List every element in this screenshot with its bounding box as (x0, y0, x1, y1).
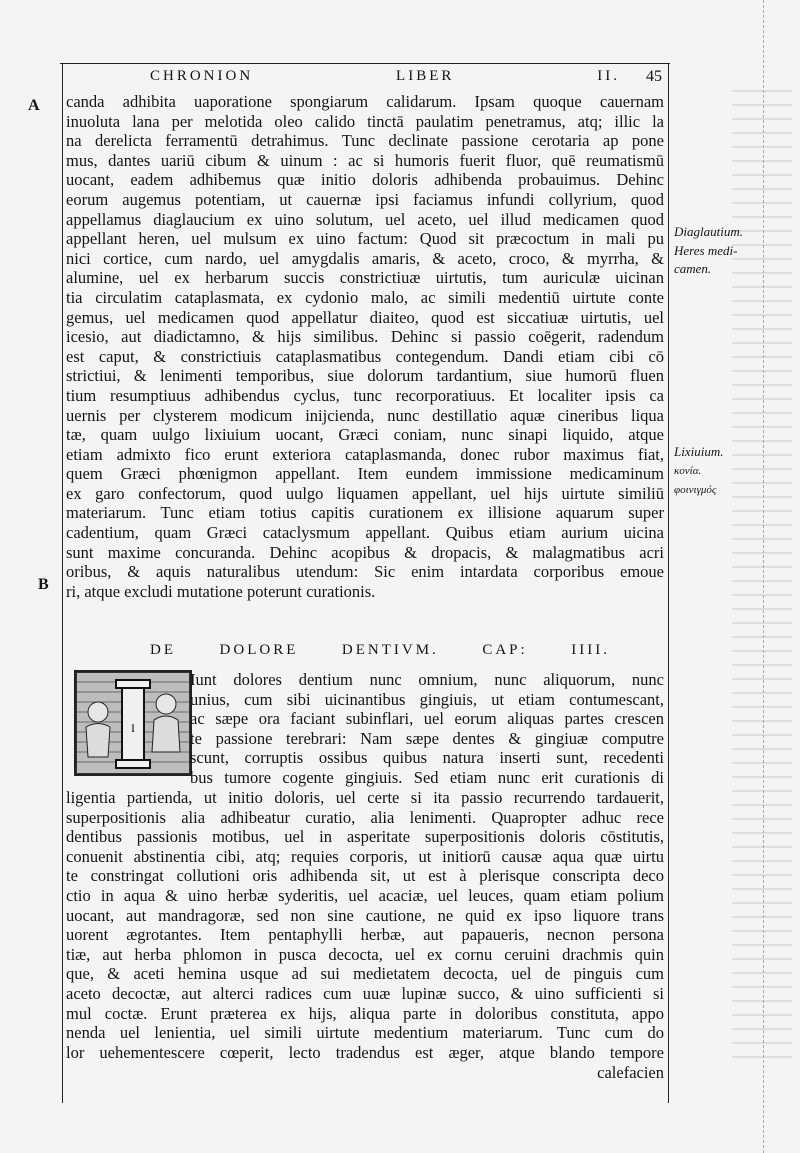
catchword-line (62, 1063, 668, 1083)
text-line: appellant heren, uel mulsum ex uino factum: Quod sit præcoctum in mali pu (66, 229, 664, 249)
margin-note-phoinigmos: φοινιγμός (674, 484, 717, 496)
text-line: canda adhibita uaporatione spongiarum calidarum. Ipsam quoque cauernam (66, 92, 664, 111)
section-1-text (62, 92, 668, 601)
top-rule (60, 63, 670, 64)
text-line: quem Græci phœnigmon appellant. Item eundem immissione medicaminum (66, 464, 664, 484)
text-line: nici cortice, cum nardo, uel amygdalis amaris, & aceto, croco, & myrrha, & (66, 248, 664, 268)
page-edge (763, 0, 764, 1153)
text-line: ctio in aqua & uino herbæ syderitis, uel acaciæ, uel leuces, quam etiam polium (66, 885, 664, 905)
text-line: conuenit abstinentia cibi, atq; requies corporis, ut initiorū causæ aqua quæ uirtu (66, 846, 664, 866)
margin-note-diaglautium: Diaglautium. (674, 224, 743, 239)
text-line: unius, cum sibi uicinantibus gingiuis, ut etiam contumescant, (190, 689, 664, 709)
text-line: tiæ, aut herba phlomon in pusca decocta, uel ex cornu ceruini drachmis quin (66, 944, 664, 964)
header-word: II. (597, 68, 620, 84)
chapter-word: DE (150, 642, 176, 658)
text-line: sunt maxime concuranda. Dehinc acopibus & dropacis, & malagmatibus acri (66, 542, 664, 562)
section-2-text (62, 788, 668, 1062)
text-line: tia circulatim cataplasmata, ex cydonio malo, ac simili medentiū uirtute conte (66, 287, 664, 307)
chapter-word: IIII. (571, 642, 610, 658)
header-word: LIBER (396, 68, 455, 84)
section-2-indented-text (62, 670, 668, 788)
header-word: CHRONION (150, 68, 254, 84)
text-line: ex garo confectorum, quod uulgo liquamen appellant, uel hijs uirtute similiū (66, 483, 664, 503)
text-line: mul coctæ. Erunt præterea ex hijs, aliqua parte in doloribus constituta, appo (66, 1003, 664, 1023)
text-line: que, & aceti hemina usque ad sui medietatem decocta, uel de pinguis cum (66, 964, 664, 984)
text-line: aceto decoctæ, aut alterci radices cum uuæ lupinæ succo, & uino sufficienti si (66, 983, 664, 1003)
text-line: tæ, quam uulgo lixiuium uocant, Græci coniam, nunc sinapi liquido, atque (66, 425, 664, 445)
catchword: calefacien (597, 1063, 664, 1082)
text-line: bus tumore cogente gingiuis. Sed etiam nunc erit curationis di (190, 767, 664, 787)
text-line: uocant, aut mandragoræ, sed non sine cautione, ne quid ex ipso liquore trans (66, 905, 664, 925)
running-header (150, 68, 620, 85)
chapter-heading (150, 642, 610, 659)
page-number: 45 (646, 68, 662, 85)
text-line: inuoluta lana per melotida oleo calido tinctā paulatim penetramus, atq; illic la (66, 111, 664, 131)
margin-note-heres: Heres medi- (674, 243, 738, 258)
text-line: te constringat collutioni oris adhibenda sit, ut est à plerisque conscripta deco (66, 866, 664, 886)
text-line: ri, atque excludi mutatione poterunt curationis. (66, 581, 376, 601)
text-line: materiarum. Tunc etiam totius capitis curationem ex illisione aquarum super (66, 503, 664, 523)
margin-note-camen: camen. (674, 261, 712, 276)
chapter-word: DENTIVM. (341, 642, 439, 658)
text-line: nenda uel lenientia, uel simili uirtute medentium materiarum. Tunc cum do (66, 1023, 664, 1043)
text-line: tium resumptiuus adhibendus cyclus, tunc recorporatiuus. Et localiter ipsis ca (66, 385, 664, 405)
text-line: scunt, corruptis ossibus quibus natura inserti sunt, recedenti (190, 748, 664, 768)
text-line: eorum augemus potentiam, ut cauernæ ipsi faciamus infundi collyrium, quod (66, 189, 664, 209)
text-line: superpositionis alia adhibeatur curatio, alia lenimenti. Quapropter adhuc rece (66, 807, 664, 827)
section-marker-a: A (28, 97, 40, 114)
text-line: etiam admixto fico erunt exteriora cataplasmanda, donec rubor maximus fiat, (66, 444, 664, 464)
text-line: Iunt dolores dentium nunc omnium, nunc aliquorum, nunc (190, 670, 664, 689)
initial-letter: I (131, 721, 135, 735)
text-line: icesio, aut diadictamno, & hijs similibus. Dehinc si passio coēgerit, radendum (66, 327, 664, 347)
margin-note-lixiuium: Lixiuium. (674, 444, 724, 459)
text-line: alumine, uel ex herbarum succis constrictiuæ uirtutis, tum auriculæ uicinan (66, 268, 664, 288)
text-line: ac sæpe ora faciant subinflari, uel eorum aliquas partes crescen (190, 709, 664, 729)
chapter-word: DOLORE (219, 642, 299, 658)
text-line: strictiui, & lenimenti temporibus, siue dolorum tardantium, siue humorū fluen (66, 366, 664, 386)
text-line: lor uehementescere cœperit, lecto tradendus est æger, atque blando tempore (66, 1042, 664, 1062)
text-line: mus, dantes uariū cibum & uinum : ac si humoris fuerit fluor, quē reumatismū (66, 150, 664, 170)
text-line: uocant, eadem adhibemus quæ initio doloris adhibenda probauimus. Dehinc (66, 170, 664, 190)
chapter-word: CAP: (482, 642, 528, 658)
text-line: cadentium, quam Græci cataclysmum appellant. Quibus etiam aurium uicina (66, 523, 664, 543)
text-line: uernis per clysterem modicum inijcienda, nunc destillatio aquæ cineribus liqua (66, 405, 664, 425)
text-line: ligentia partienda, ut initio doloris, uel certe si ita passio recurrendo tardauerit, (66, 788, 664, 807)
margin-note-konia: κονία. (674, 465, 702, 477)
text-line: te passione terebrari: Nam sæpe dentes & gingiuæ computre (190, 728, 664, 748)
text-line: na derelicta ferramentū detrahimus. Tunc declinate passione cerotaria ap pone (66, 131, 664, 151)
text-line: dentibus passionis motibus, uel in asperitate superpositionis doloris cōstitutis, (66, 827, 664, 847)
section-marker-b: B (38, 576, 49, 593)
text-line: gemus, uel medicamen quod appellatur diaiteo, quod est siccatiuæ uirtutis, uel (66, 307, 664, 327)
text-line: uorent ægrotantes. Item pentaphylli herbæ, aut papaueris, necnon persona (66, 925, 664, 945)
text-line: oribus, & aquis naturalibus utendum: Sic enim intardata corporibus emoue (66, 562, 664, 582)
right-rule (668, 63, 669, 1103)
text-line: est caput, & constrictiuis cataplasmatibus contegendum. Dandi etiam cibi cō (66, 346, 664, 366)
text-line: appellamus diaglaucium ex uino solutum, uel aceto, uel illud medicamen quod (66, 209, 664, 229)
